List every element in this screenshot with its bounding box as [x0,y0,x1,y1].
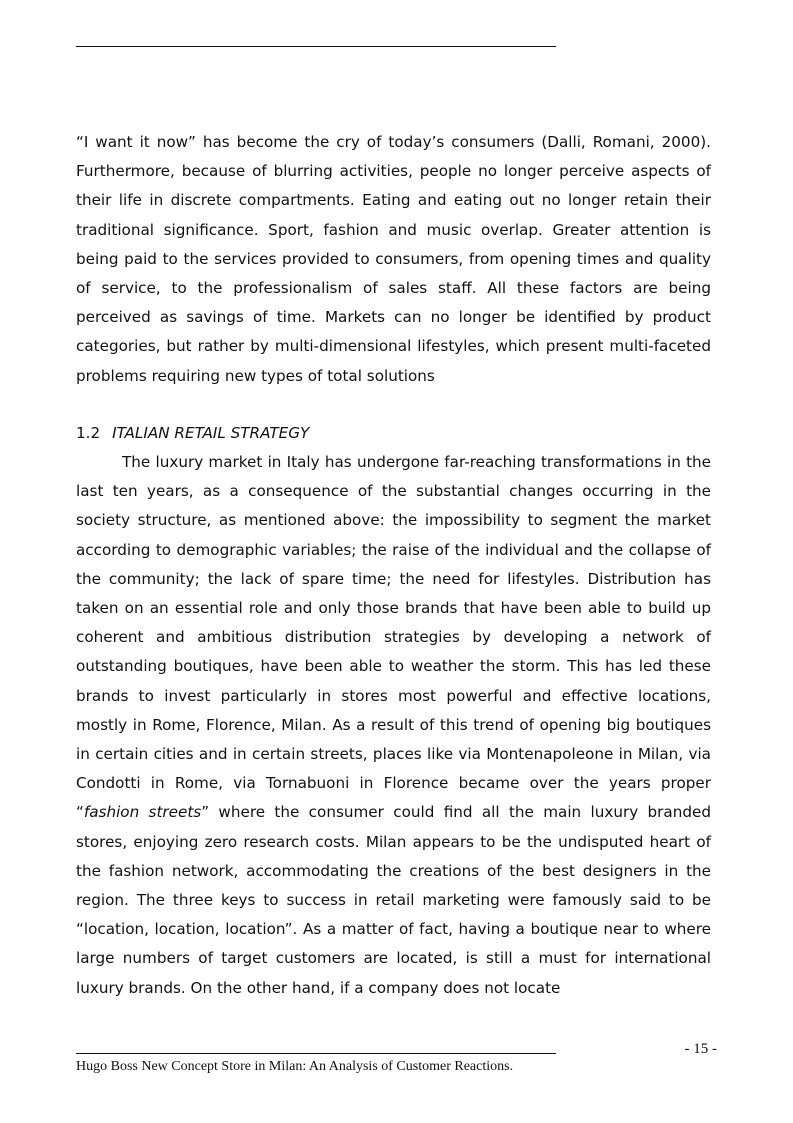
body-text [76,128,711,1003]
section-heading [76,419,711,448]
paragraph-italian-retail [76,448,711,1003]
footer-rule [76,1053,556,1054]
paragraph-text-part-1: The luxury market in Italy has undergone far-reaching transformations in the last ten years, as a consequence of the substantial changes occurring in the society structure, as mentioned above: the impossibility to segment the market according to demographic variables; the raise of the individual and the collapse of the community; the lack of spare time; the need for lifestyles. Distribution has taken on an essential role and only those brands that have been able to build up coherent and ambitious distribution strategies by developing a network of outstanding boutiques, have been able to weather the storm. This has led these brands to invest particularly in stores most powerful and effective locations, mostly in Rome, Florence, Milan. As a result of this trend of opening big boutiques in certain cities and in certain streets, places like via Montenapoleone in Milan, via Condotti in Rome, via Tornabuoni in Florence became over the years proper “ [76,453,711,822]
emphasis-fashion-streets: fashion streets [83,803,202,822]
header-rule [76,46,556,47]
page-number: - 15 - [684,1041,717,1057]
section-title: ITALIAN RETAIL STRATEGY [112,423,310,442]
section-number: 1.2 [76,423,101,442]
paragraph-text-part-2: ” where the consumer could find all the main luxury branded stores, enjoying zero research costs. Milan appears to be the undisputed heart of the fashion network, accommodating the creations of the best designers in the region. The three keys to success in retail marketing were famously said to be “location, location, location”. As a matter of fact, having a boutique near to where large numbers of target customers are located, is still a must for international luxury brands. On the other hand, if a company does not locate [76,803,711,997]
footer-title: Hugo Boss New Concept Store in Milan: An Analysis of Customer Reactions. [76,1059,514,1074]
paragraph-consumer-trends: “I want it now” has become the cry of today’s consumers (Dalli, Romani, 2000). Furthermore, because of blurring activities, people no longer perceive aspects of their life in discrete compartments. Eating and eating out no longer retain their traditional significance. Sport, fashion and music overlap. Greater attention is being paid to the services provided to consumers, from opening times and quality of service, to the professionalism of sales staff. All these factors are being perceived as savings of time. Markets can no longer be identified by product categories, but rather by multi-dimensional lifestyles, which present multi-faceted problems requiring new types of total solutions [76,133,711,385]
